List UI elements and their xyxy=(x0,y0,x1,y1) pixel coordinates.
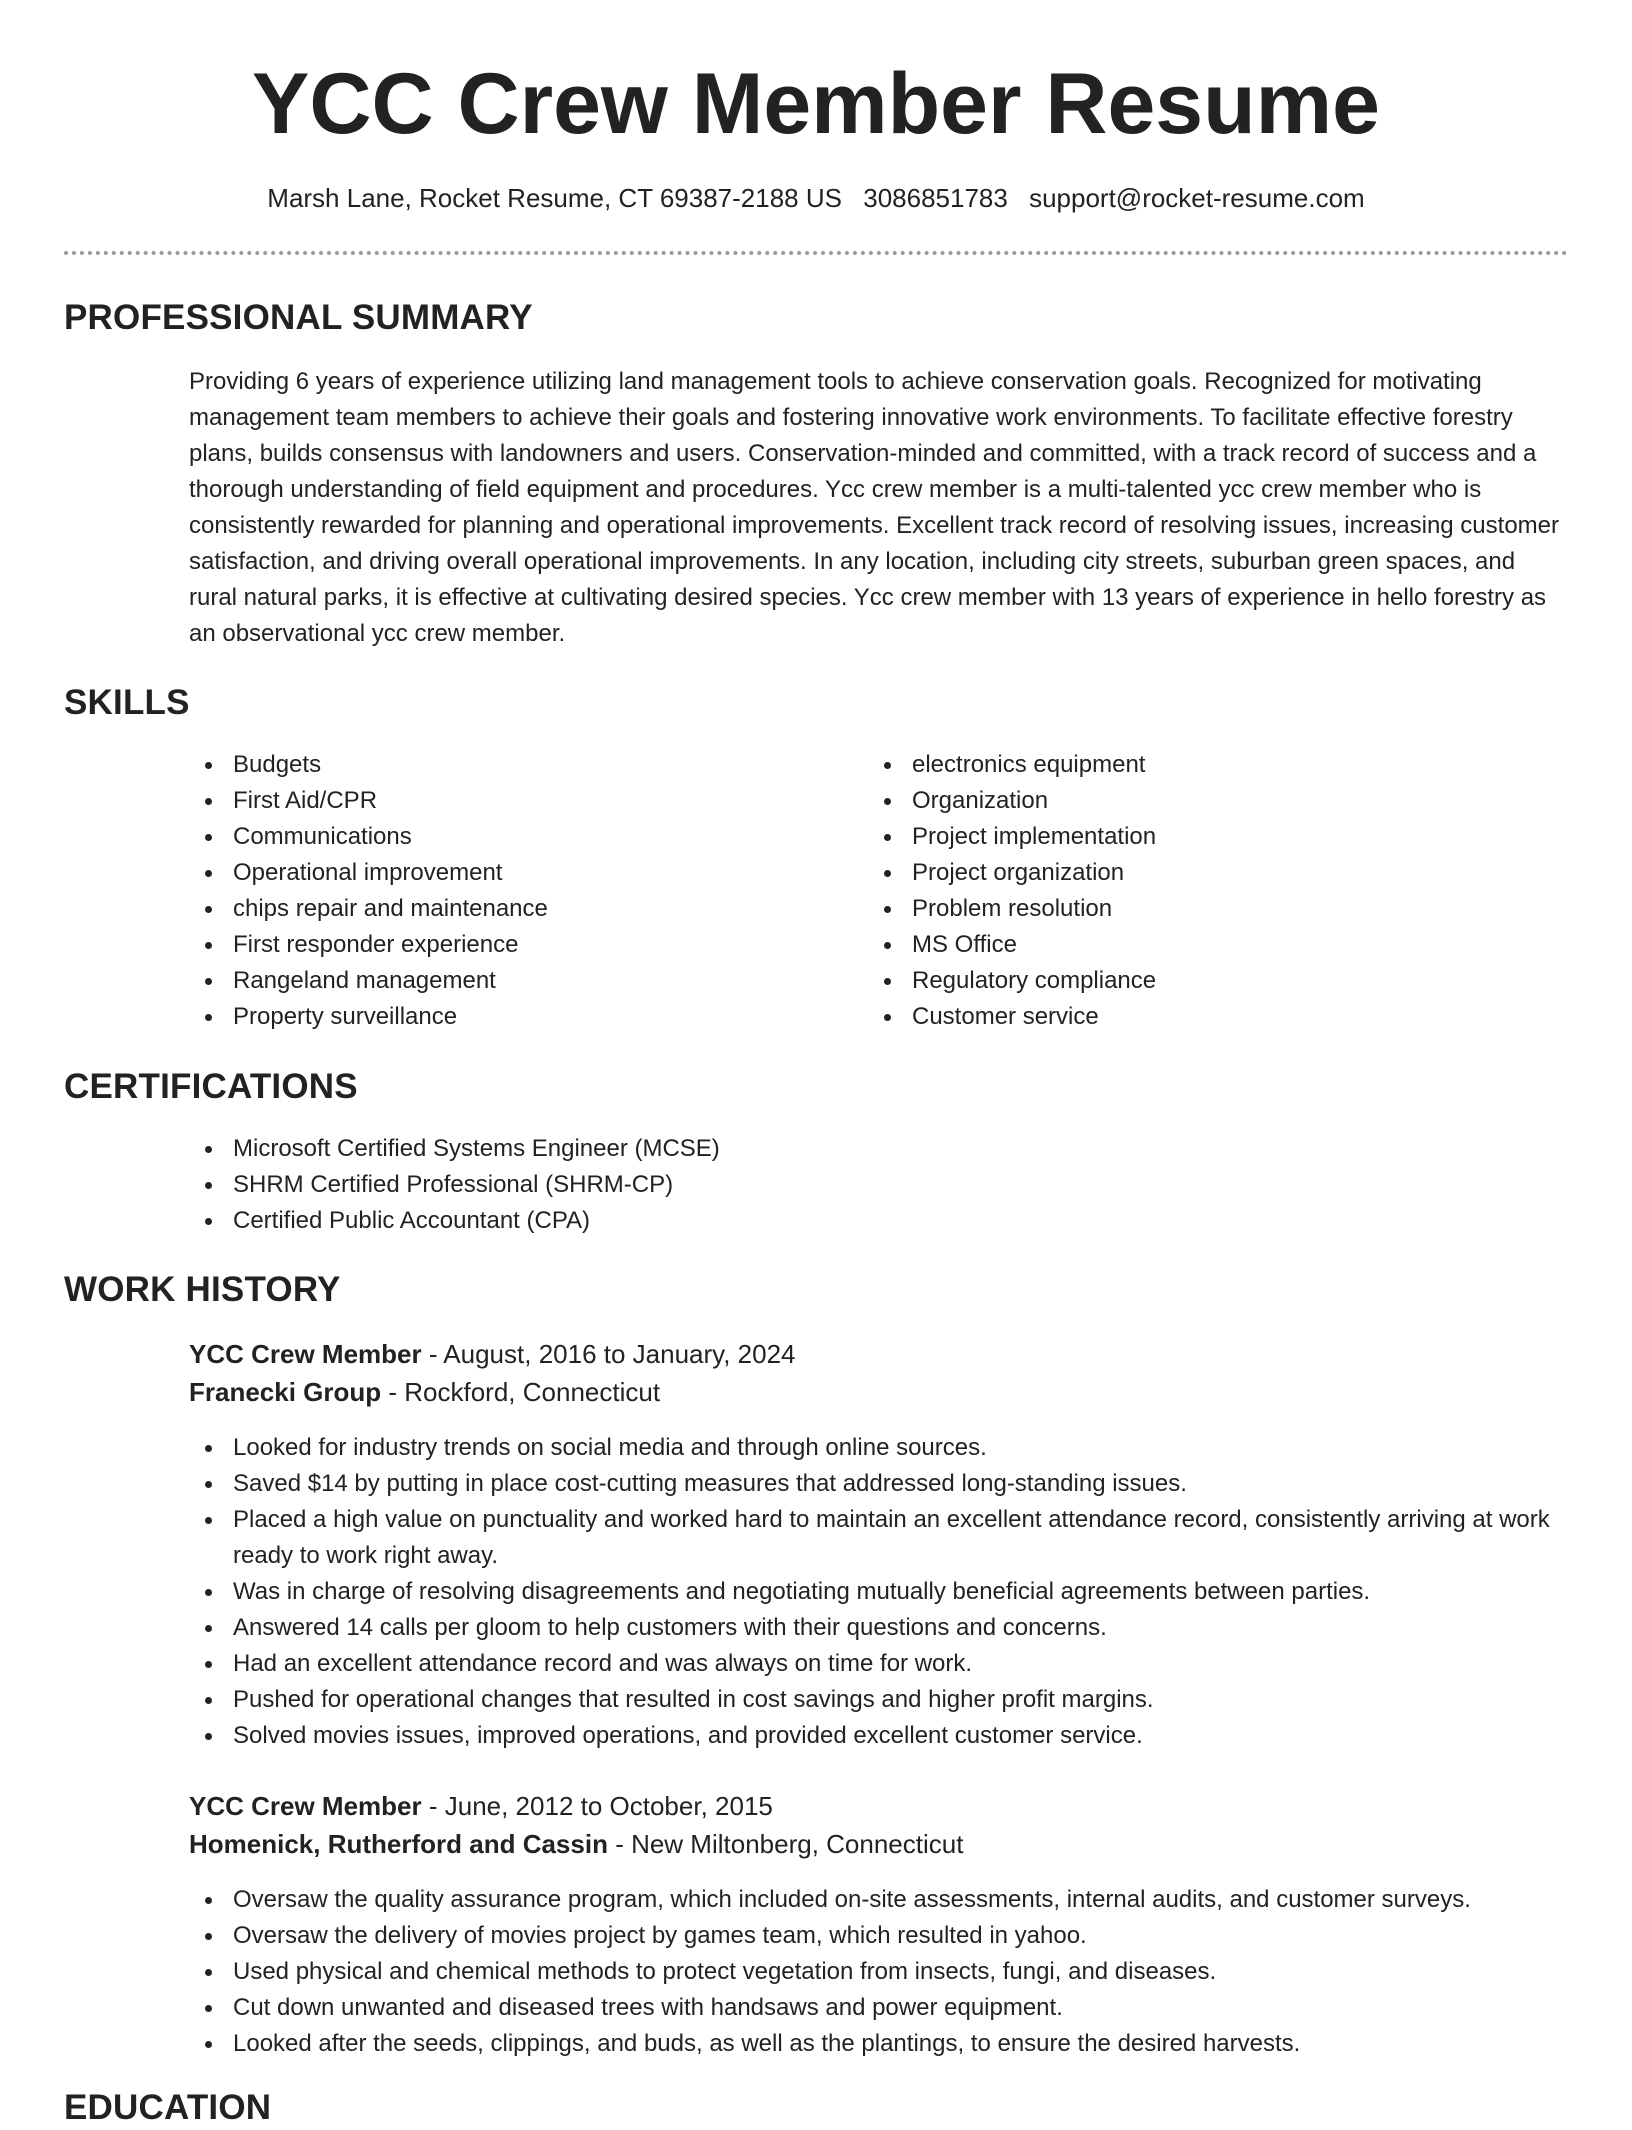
job-title-line xyxy=(189,1335,796,1373)
job-bullet: Cut down unwanted and diseased trees with handsaws and power equipment. xyxy=(189,1990,1569,2026)
job-bullet: Answered 14 calls per gloom to help customers with their questions and concerns. xyxy=(189,1610,1569,1646)
contact-phone: 3086851783 xyxy=(863,183,1008,213)
skills-list-right xyxy=(868,747,1508,1035)
skill-item: First Aid/CPR xyxy=(189,783,829,819)
job-dates: - June, 2012 to October, 2015 xyxy=(421,1791,773,1821)
skill-item: First responder experience xyxy=(189,927,829,963)
job-title: YCC Crew Member xyxy=(189,1791,422,1821)
skill-item: Budgets xyxy=(189,747,829,783)
skill-item: Organization xyxy=(868,783,1508,819)
job-bullets xyxy=(189,1430,1569,1754)
skill-item: Problem resolution xyxy=(868,891,1508,927)
skills-list-left xyxy=(189,747,829,1035)
job-bullet: Pushed for operational changes that resulted in cost savings and higher profit margins. xyxy=(189,1682,1569,1718)
skill-item: electronics equipment xyxy=(868,747,1508,783)
job-bullet: Looked for industry trends on social media and through online sources. xyxy=(189,1430,1569,1466)
job-bullet: Looked after the seeds, clippings, and buds, as well as the plantings, to ensure the desired harvests. xyxy=(189,2026,1569,2062)
skill-item: Project organization xyxy=(868,855,1508,891)
job-bullet: Was in charge of resolving disagreements and negotiating mutually beneficial agreements between parties. xyxy=(189,1574,1569,1610)
job-bullet: Solved movies issues, improved operations, and provided excellent customer service. xyxy=(189,1718,1569,1754)
job-bullet: Had an excellent attendance record and was always on time for work. xyxy=(189,1646,1569,1682)
job-bullet: Used physical and chemical methods to protect vegetation from insects, fungi, and diseases. xyxy=(189,1954,1569,1990)
summary-heading: PROFESSIONAL SUMMARY xyxy=(64,298,533,337)
contact-email: support@rocket-resume.com xyxy=(1029,183,1365,213)
job-title-line xyxy=(189,1787,773,1825)
certification-item: Certified Public Accountant (CPA) xyxy=(189,1203,1489,1239)
contact-line xyxy=(0,180,1632,216)
job-location: - Rockford, Connecticut xyxy=(381,1377,661,1407)
job-company-line xyxy=(189,1825,963,1863)
header-divider xyxy=(64,251,1568,255)
job-location: - New Miltonberg, Connecticut xyxy=(607,1829,964,1859)
job-bullet: Oversaw the quality assurance program, which included on-site assessments, internal audits, and customer surveys. xyxy=(189,1882,1569,1918)
job-company-line xyxy=(189,1373,660,1411)
skill-item: Operational improvement xyxy=(189,855,829,891)
skill-item: chips repair and maintenance xyxy=(189,891,829,927)
job-bullets xyxy=(189,1882,1569,2062)
education-heading: EDUCATION xyxy=(64,2088,272,2127)
job-company: Franecki Group xyxy=(189,1377,382,1407)
certification-item: SHRM Certified Professional (SHRM-CP) xyxy=(189,1167,1489,1203)
skill-item: Communications xyxy=(189,819,829,855)
job-title: YCC Crew Member xyxy=(189,1339,422,1369)
skill-item: Rangeland management xyxy=(189,963,829,999)
resume-title: YCC Crew Member Resume xyxy=(252,56,1380,152)
skill-item: Property surveillance xyxy=(189,999,829,1035)
contact-address: Marsh Lane, Rocket Resume, CT 69387-2188 US xyxy=(267,183,842,213)
job-bullet: Saved $14 by putting in place cost-cutting measures that addressed long-standing issues. xyxy=(189,1466,1569,1502)
job-bullet: Placed a high value on punctuality and worked hard to maintain an excellent attendance record, consistently arriving at work ready to work right away. xyxy=(189,1502,1569,1574)
skill-item: Regulatory compliance xyxy=(868,963,1508,999)
work-history-heading: WORK HISTORY xyxy=(64,1270,341,1309)
job-dates: - August, 2016 to January, 2024 xyxy=(421,1339,796,1369)
summary-text: Providing 6 years of experience utilizing land management tools to achieve conservation goals. Recognized for motivating management team members to achieve their goals and fostering innovative work environments. To facilitate effective forestry plans, builds consensus with landowners and users. Conservation-minded and committed, with a track record of success and a thorough understanding of field equipment and procedures. Ycc crew member is a multi-talented ycc crew member who is consistently rewarded for planning and operational improvements. Excellent track record of resolving issues, increasing customer satisfaction, and driving overall operational improvements. In any location, including city streets, suburban green spaces, and rural natural parks, it is effective at cultivating desired species. Ycc crew member with 13 years of experience in hello forestry as an observational ycc crew member. xyxy=(189,368,1560,647)
certifications-list xyxy=(189,1131,1489,1239)
job-company: Homenick, Rutherford and Cassin xyxy=(189,1829,608,1859)
certification-item: Microsoft Certified Systems Engineer (MCSE) xyxy=(189,1131,1489,1167)
certifications-heading: CERTIFICATIONS xyxy=(64,1067,358,1106)
skills-heading: SKILLS xyxy=(64,683,190,722)
skill-item: Project implementation xyxy=(868,819,1508,855)
job-bullet: Oversaw the delivery of movies project by games team, which resulted in yahoo. xyxy=(189,1918,1569,1954)
skill-item: Customer service xyxy=(868,999,1508,1035)
skill-item: MS Office xyxy=(868,927,1508,963)
